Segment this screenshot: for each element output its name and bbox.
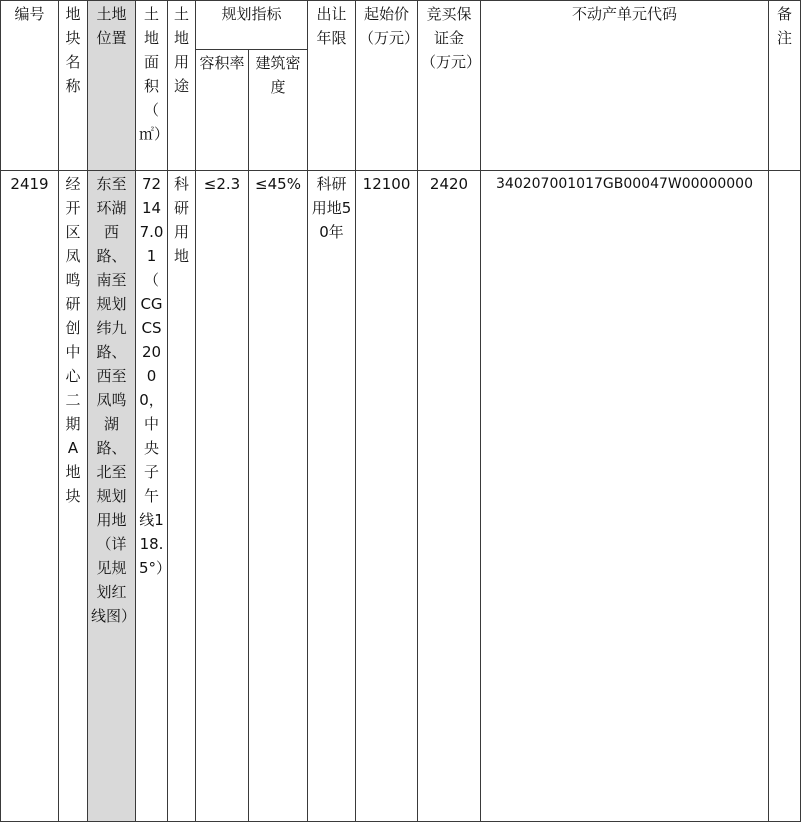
cell-property-code: 340207001017GB00047W00000000 bbox=[481, 171, 769, 822]
cell-density: ≤45% bbox=[249, 171, 308, 822]
header-deposit: 竞买保证金（万元） bbox=[418, 1, 481, 171]
header-remarks: 备注 bbox=[769, 1, 801, 171]
cell-parcel-name: 经开区凤鸣研创中心二期A地块 bbox=[59, 171, 88, 822]
header-use: 土地用途 bbox=[168, 1, 196, 171]
cell-area: 72147.01（CGCS2000，中央子午线118.5°） bbox=[136, 171, 168, 822]
header-area: 土地面积（㎡） bbox=[136, 1, 168, 171]
header-term: 出让年限 bbox=[308, 1, 356, 171]
cell-location: 东至环湖西路、南至规划纬九路、西至凤鸣湖路、北至规划用地（详见规划红线图） bbox=[88, 171, 136, 822]
cell-deposit: 2420 bbox=[418, 171, 481, 822]
cell-use: 科研用地 bbox=[168, 171, 196, 822]
header-start-price: 起始价（万元） bbox=[356, 1, 418, 171]
cell-number: 2419 bbox=[1, 171, 59, 822]
header-planning: 规划指标 bbox=[196, 1, 308, 50]
cell-remarks bbox=[769, 171, 801, 822]
header-parcel-name: 地块名称 bbox=[59, 1, 88, 171]
cell-start-price: 12100 bbox=[356, 171, 418, 822]
header-number: 编号 bbox=[1, 1, 59, 171]
header-density: 建筑密度 bbox=[249, 50, 308, 171]
cell-far: ≤2.3 bbox=[196, 171, 249, 822]
cell-term: 科研用地50年 bbox=[308, 171, 356, 822]
header-location: 土地位置 bbox=[88, 1, 136, 171]
header-property-code: 不动产单元代码 bbox=[481, 1, 769, 171]
header-far: 容积率 bbox=[196, 50, 249, 171]
